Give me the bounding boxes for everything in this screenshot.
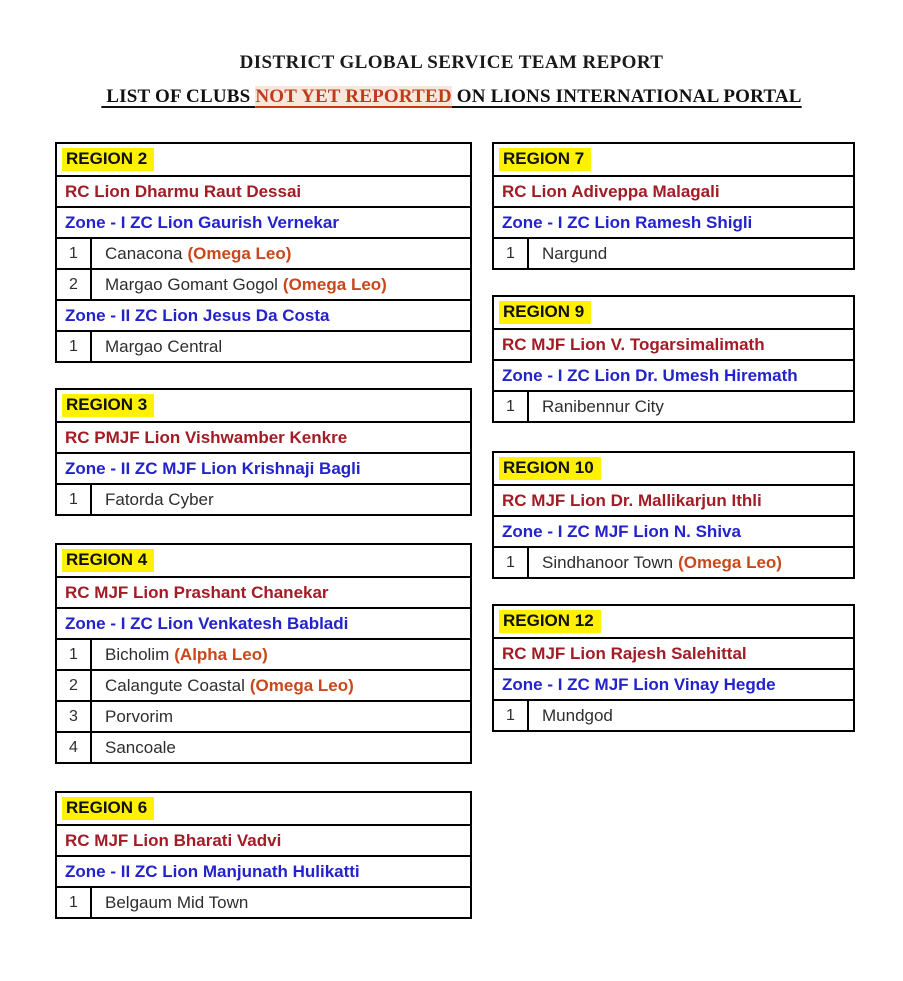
club-row xyxy=(494,546,853,577)
club-name: Mundgod xyxy=(542,705,613,725)
region-header-row xyxy=(57,793,470,824)
club-row xyxy=(57,700,470,731)
club-row xyxy=(57,237,470,268)
subtitle-suffix: ON LIONS INTERNATIONAL PORTAL xyxy=(451,86,802,107)
page-title: DISTRICT GLOBAL SERVICE TEAM REPORT xyxy=(239,52,664,73)
club-name: Porvorim xyxy=(105,706,174,726)
club-name-cell xyxy=(92,337,222,357)
club-row xyxy=(494,390,853,421)
club-name-cell xyxy=(529,706,613,726)
club-row xyxy=(57,268,470,299)
club-name-cell xyxy=(92,676,354,696)
region-header-row xyxy=(57,144,470,175)
zone-chairperson-row: Zone - I ZC MJF Lion Vinay Hegde xyxy=(494,668,853,699)
club-name-cell xyxy=(92,645,268,665)
club-name: Sindhanoor Town xyxy=(542,552,674,572)
club-name-cell xyxy=(92,490,214,510)
region-chairperson-row: RC MJF Lion Dr. Mallikarjun Ithli xyxy=(494,484,853,515)
region-title: REGION 12 xyxy=(499,610,601,633)
club-row xyxy=(57,669,470,700)
region-chairperson-row: RC Lion Dharmu Raut Dessai xyxy=(57,175,470,206)
club-number: 1 xyxy=(57,485,92,514)
club-leo-tag: (Omega Leo) xyxy=(249,675,354,695)
club-number: 1 xyxy=(494,701,529,730)
club-leo-tag: (Omega Leo) xyxy=(678,552,782,572)
region-header-row xyxy=(494,144,853,175)
club-name-cell xyxy=(92,244,291,264)
region-chairperson-row: RC MJF Lion V. Togarsimalimath xyxy=(494,328,853,359)
club-name: Margao Central xyxy=(105,336,223,356)
club-name-cell xyxy=(529,397,664,417)
region-table-region-10 xyxy=(492,451,855,579)
zone-chairperson-row: Zone - I ZC Lion Ramesh Shigli xyxy=(494,206,853,237)
region-table-region-6 xyxy=(55,791,472,919)
club-number: 1 xyxy=(57,888,92,917)
club-name: Calangute Coastal xyxy=(105,675,245,695)
region-title: REGION 7 xyxy=(499,148,591,171)
zone-chairperson-row: Zone - II ZC Lion Manjunath Hulikatti xyxy=(57,855,470,886)
club-name-cell xyxy=(92,707,173,727)
region-table-region-7 xyxy=(492,142,855,270)
region-chairperson-row: RC MJF Lion Rajesh Salehittal xyxy=(494,637,853,668)
club-row xyxy=(57,731,470,762)
subtitle-highlight: NOT YET REPORTED xyxy=(255,86,452,107)
region-header-row xyxy=(494,606,853,637)
region-chairperson-row: RC Lion Adiveppa Malagali xyxy=(494,175,853,206)
club-leo-tag: (Alpha Leo) xyxy=(174,644,268,664)
club-row xyxy=(494,699,853,730)
zone-chairperson-row: Zone - II ZC MJF Lion Krishnaji Bagli xyxy=(57,452,470,483)
region-title: REGION 6 xyxy=(62,797,154,820)
region-title: REGION 3 xyxy=(62,394,154,417)
zone-chairperson-row: Zone - I ZC Lion Gaurish Vernekar xyxy=(57,206,470,237)
club-name-cell xyxy=(529,244,607,264)
region-table-region-12 xyxy=(492,604,855,732)
region-table-region-3 xyxy=(55,388,472,516)
club-row xyxy=(57,330,470,361)
region-title: REGION 4 xyxy=(62,549,154,572)
region-header-row xyxy=(494,297,853,328)
region-title: REGION 9 xyxy=(499,301,591,324)
region-chairperson-row: RC MJF Lion Prashant Chanekar xyxy=(57,576,470,607)
club-row xyxy=(57,483,470,514)
club-number: 1 xyxy=(57,332,92,361)
club-name: Bicholim xyxy=(105,644,170,664)
region-title: REGION 2 xyxy=(62,148,154,171)
region-header-row xyxy=(494,453,853,484)
zone-chairperson-row: Zone - II ZC Lion Jesus Da Costa xyxy=(57,299,470,330)
region-header-row xyxy=(57,390,470,421)
club-leo-tag: (Omega Leo) xyxy=(282,274,387,294)
club-number: 4 xyxy=(57,733,92,762)
club-number: 2 xyxy=(57,671,92,700)
club-number: 1 xyxy=(57,640,92,669)
subtitle-prefix: LIST OF CLUBS xyxy=(101,86,256,107)
club-number: 2 xyxy=(57,270,92,299)
club-name-cell xyxy=(529,553,782,573)
region-table-region-2 xyxy=(55,142,472,363)
region-table-region-9 xyxy=(492,295,855,423)
club-row xyxy=(494,237,853,268)
club-name: Ranibennur City xyxy=(542,396,664,416)
page-subtitle xyxy=(0,86,903,108)
club-number: 1 xyxy=(494,392,529,421)
club-row xyxy=(57,638,470,669)
region-chairperson-row: RC PMJF Lion Vishwamber Kenkre xyxy=(57,421,470,452)
club-name-cell xyxy=(92,893,248,913)
zone-chairperson-row: Zone - I ZC MJF Lion N. Shiva xyxy=(494,515,853,546)
region-title: REGION 10 xyxy=(499,457,601,480)
club-name-cell xyxy=(92,275,387,295)
region-chairperson-row: RC MJF Lion Bharati Vadvi xyxy=(57,824,470,855)
club-name: Sancoale xyxy=(105,737,176,757)
zone-chairperson-row: Zone - I ZC Lion Dr. Umesh Hiremath xyxy=(494,359,853,390)
region-table-region-4 xyxy=(55,543,472,764)
club-name: Nargund xyxy=(542,243,608,263)
club-name: Fatorda Cyber xyxy=(105,489,214,509)
region-header-row xyxy=(57,545,470,576)
club-name: Belgaum Mid Town xyxy=(105,892,249,912)
club-number: 1 xyxy=(494,239,529,268)
club-name: Margao Gomant Gogol xyxy=(105,274,278,294)
club-number: 1 xyxy=(57,239,92,268)
zone-chairperson-row: Zone - I ZC Lion Venkatesh Babladi xyxy=(57,607,470,638)
club-leo-tag: (Omega Leo) xyxy=(187,243,292,263)
club-number: 1 xyxy=(494,548,529,577)
club-name: Canacona xyxy=(105,243,183,263)
club-number: 3 xyxy=(57,702,92,731)
club-name-cell xyxy=(92,738,176,758)
club-row xyxy=(57,886,470,917)
